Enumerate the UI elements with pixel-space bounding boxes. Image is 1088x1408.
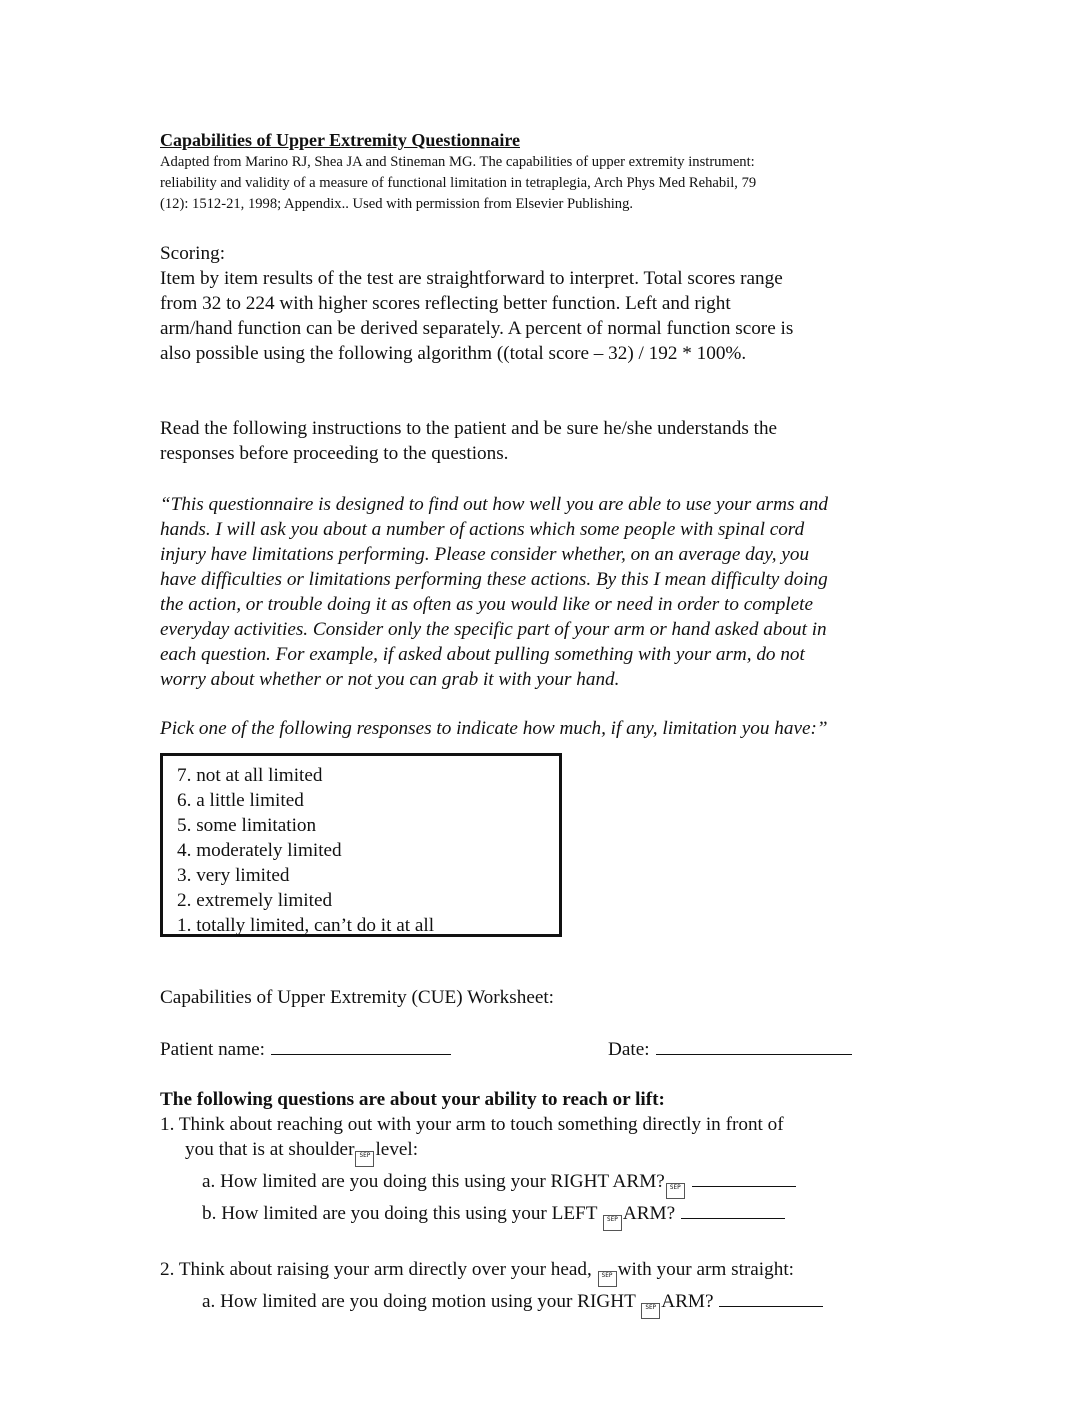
question-text-part: ARM? <box>622 1203 676 1224</box>
scoring-line: also possible using the following algorithm ((total score – 32) / 192 * 100%. <box>160 343 747 364</box>
quote-line: worry about whether or not you can grab it with your hand. <box>160 669 620 690</box>
question-text-part: b. How limited are you doing this using your LEFT <box>202 1203 598 1224</box>
quote-line: each question. For example, if asked about pulling something with your arm, do not <box>160 644 805 665</box>
separator-glyph-icon: SEP <box>666 1183 685 1199</box>
citation-line: reliability and validity of a measure of functional limitation in tetraplegia, Arch Phys Med Rehabil, 79 <box>160 175 757 191</box>
scoring-line: arm/hand function can be derived separately. A percent of normal function score is <box>160 318 794 339</box>
quote-line: injury have limitations performing. Please consider whether, on an average day, you <box>160 544 810 565</box>
instructions-line: Read the following instructions to the patient and be sure he/she understands the <box>160 418 778 439</box>
response-option: 7. not at all limited <box>177 765 323 786</box>
citation-line: Adapted from Marino RJ, Shea JA and Stineman MG. The capabilities of upper extremity instrument: <box>160 154 755 170</box>
worksheet-fields <box>160 1035 940 1062</box>
scoring-label: Scoring: <box>160 243 226 264</box>
question-text: 1. Think about reaching out with your arm to touch something directly in front of <box>160 1114 784 1135</box>
question-1 <box>160 1112 940 1231</box>
separator-glyph-icon: SEP <box>603 1215 622 1231</box>
patient-name-field[interactable] <box>160 1035 451 1062</box>
date-label: Date: <box>608 1039 650 1060</box>
patient-name-label: Patient name: <box>160 1039 265 1060</box>
date-blank[interactable] <box>656 1035 852 1055</box>
question-text-continued <box>160 1137 940 1167</box>
quote-line: everyday activities. Consider only the specific part of your arm or hand asked about in <box>160 619 827 640</box>
question-text-part: level: <box>375 1139 419 1160</box>
instructions <box>160 416 940 466</box>
instructions-line: responses before proceeding to the questions. <box>160 443 509 464</box>
response-option: 4. moderately limited <box>177 840 342 861</box>
question-text-part: ARM? <box>661 1291 714 1312</box>
quote-line: have difficulties or limitations performing these actions. By this I mean difficulty doing <box>160 569 828 590</box>
response-option: 6. a little limited <box>177 790 304 811</box>
question-text <box>160 1257 940 1287</box>
scoring-text <box>160 266 940 366</box>
question-1a <box>160 1167 940 1199</box>
question-2a <box>160 1287 940 1319</box>
scoring-line: from 32 to 224 with higher scores reflecting better function. Left and right <box>160 293 731 314</box>
section-heading: The following questions are about your ability to reach or lift: <box>160 1089 665 1110</box>
answer-blank[interactable] <box>681 1199 785 1219</box>
quote-line: the action, or trouble doing it as often as you would like or need in order to complete <box>160 594 813 615</box>
response-option: 1. totally limited, can’t do it at all <box>177 915 435 936</box>
question-text-part: a. How limited are you doing this using your RIGHT ARM? <box>202 1171 665 1192</box>
patient-name-blank[interactable] <box>271 1035 451 1055</box>
quote-line: “This questionnaire is designed to find out how well you are able to use your arms and <box>160 494 828 515</box>
citation <box>160 152 940 215</box>
response-option: 2. extremely limited <box>177 890 333 911</box>
question-2 <box>160 1257 940 1319</box>
separator-glyph-icon: SEP <box>641 1303 660 1319</box>
question-1b <box>160 1199 940 1231</box>
date-field[interactable] <box>608 1035 852 1062</box>
question-text-part: a. How limited are you doing motion using your RIGHT <box>202 1291 636 1312</box>
question-text-part: with your arm straight: <box>617 1259 794 1280</box>
response-option: 5. some limitation <box>177 815 317 836</box>
patient-instruction-quote <box>160 492 940 692</box>
scoring-line: Item by item results of the test are straightforward to interpret. Total scores range <box>160 268 783 289</box>
document-body <box>160 128 940 1319</box>
response-option: 3. very limited <box>177 865 290 886</box>
question-text-part: you that is at shoulder <box>185 1139 355 1160</box>
answer-blank[interactable] <box>719 1287 823 1307</box>
response-scale-box <box>160 753 562 937</box>
quote-line: hands. I will ask you about a number of actions which some people with spinal cord <box>160 519 805 540</box>
separator-glyph-icon: SEP <box>355 1151 374 1167</box>
citation-line: (12): 1512-21, 1998; Appendix.. Used with permission from Elsevier Publishing. <box>160 196 634 212</box>
answer-blank[interactable] <box>692 1167 796 1187</box>
pick-response-line: Pick one of the following responses to indicate how much, if any, limitation you have:” <box>160 718 828 739</box>
document-title: Capabilities of Upper Extremity Questionnaire <box>160 130 520 150</box>
question-text-part: 2. Think about raising your arm directly over your head, <box>160 1259 592 1280</box>
worksheet-title: Capabilities of Upper Extremity (CUE) Worksheet: <box>160 987 555 1008</box>
separator-glyph-icon: SEP <box>598 1271 617 1287</box>
